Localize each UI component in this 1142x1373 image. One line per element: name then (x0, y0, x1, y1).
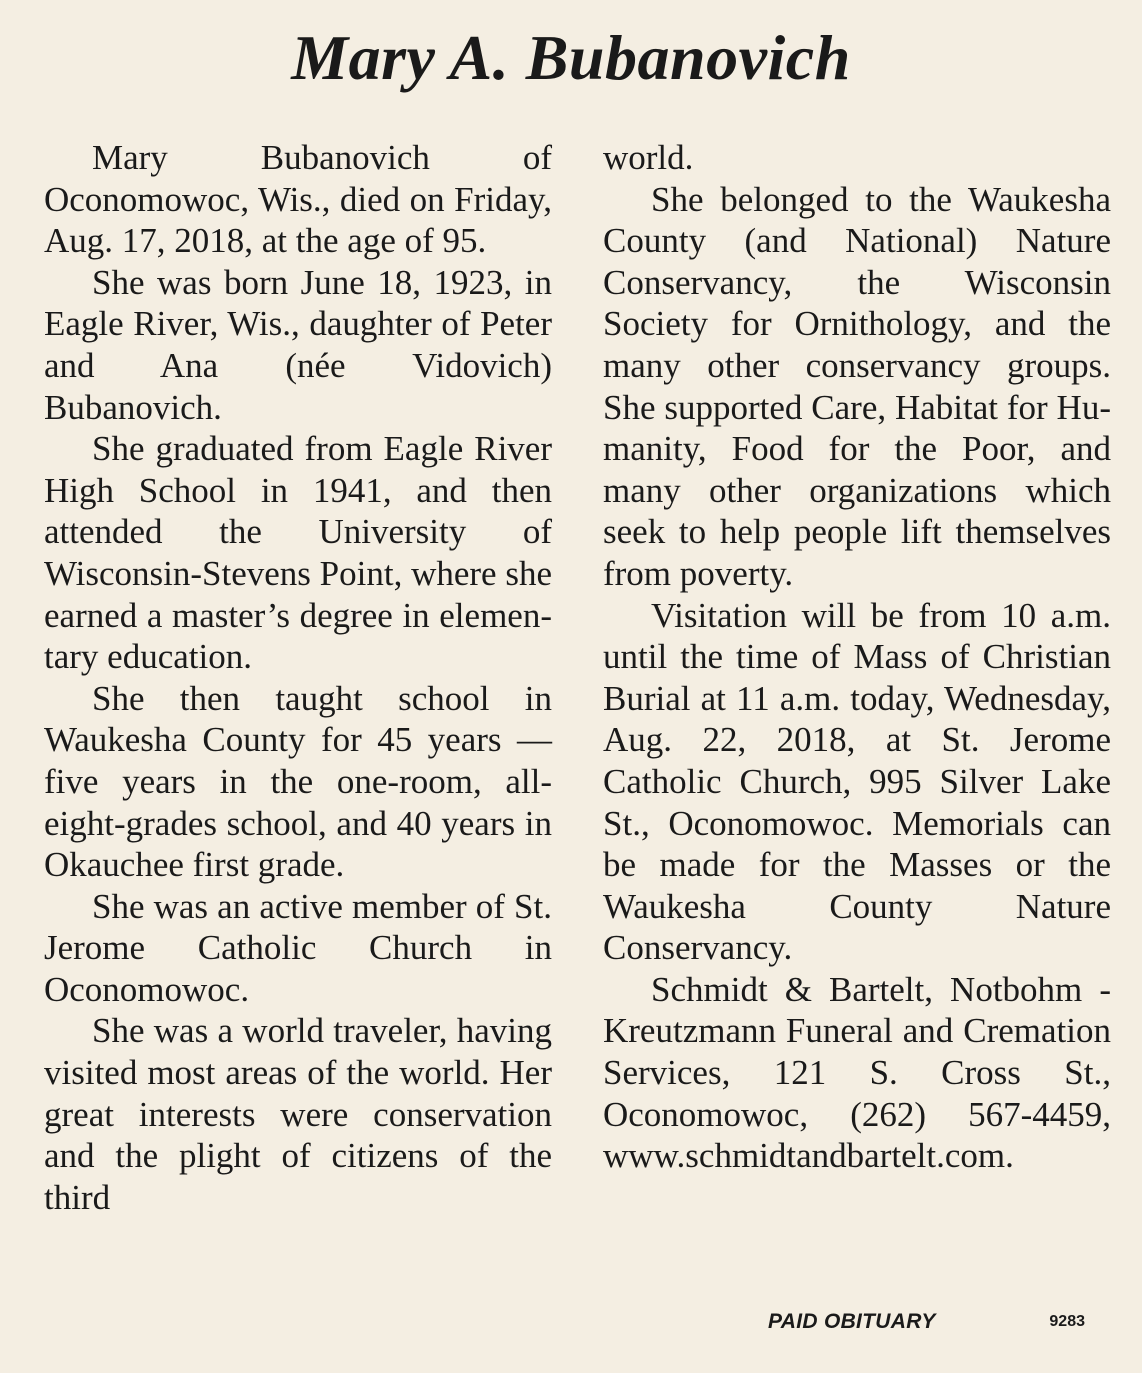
ad-number: 9283 (1049, 1313, 1085, 1330)
paid-obituary-label: PAID OBITUARY (768, 1310, 936, 1333)
paragraph-teaching: She then taught school in Waukesha County for 45 years — five years in the one-room, all-eight-grades school, and 40 years in Okauchee first grade. (44, 678, 552, 885)
paragraph-organizations: She belonged to the Waukesha County (and National) Nature Conservancy, the Wisconsin Society for Ornithology, and the many other conservancy groups. She supported Care, Habitat for Humanity, Food for the Poor, and many other organizations which seek to help people lift themselves from poverty. (603, 179, 1111, 593)
paragraph-travel-continued: world. (603, 138, 694, 177)
obituary-title: Mary A. Bubanovich (291, 22, 851, 93)
right-column (603, 137, 1111, 1177)
paragraph-education: She graduated from Eagle River High School in 1941, and then attended the University of Wisconsin-Stevens Point, where she earned a master’s degree in elementary education. (44, 429, 552, 677)
paragraph-travel: She was a world traveler, having visited most areas of the world. Her great interests were conservation and the plight of citizens of the third (44, 1011, 552, 1217)
obituary-footer (603, 1310, 1111, 1340)
paragraph-church: She was an active member of St. Jerome Catholic Church in Oconomowoc. (44, 886, 552, 1009)
paragraph-birth: She was born June 18, 1923, in Eagle River, Wis., daughter of Peter and Ana (née Vidovich) Bubanovich. (44, 262, 552, 427)
paragraph-death-notice: Mary Bubanovich of Oconomowoc, Wis., died on Friday, Aug. 17, 2018, at the age of 95. (44, 138, 552, 261)
left-column (44, 137, 552, 1218)
paragraph-funeral-home: Schmidt & Bartelt, Notbohm - Kreutzmann Funeral and Cremation Services, 121 S. Cross St., Oconomowoc, (262) 567-4459, www.schmidtandbartelt.com. (603, 969, 1111, 1176)
paragraph-visitation: Visitation will be from 10 a.m. until the time of Mass of Christian Burial at 11 a.m. today, Wednesday, Aug. 22, 2018, at St. Jerome Catholic Church, 995 Silver Lake St., Oconomowoc. Memorials can be made for the Masses or the Waukesha County Nature Conservancy. (603, 595, 1111, 968)
